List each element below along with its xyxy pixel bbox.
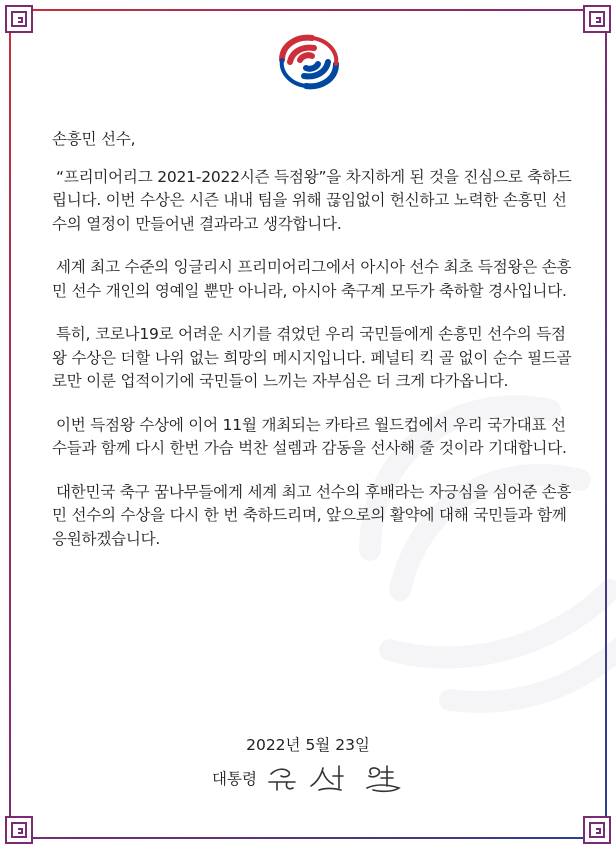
signer-title: 대통령 <box>212 770 257 788</box>
paragraph: 세계 최고 수준의 잉글리시 프리미어리그에서 아시아 선수 최초 득점왕은 손흥민 선수 개인의 영예일 뿐만 아니라, 아시아 축구계 모두가 축하할 경사입니다. <box>52 258 572 300</box>
handwritten-signature <box>263 762 433 794</box>
letter-body <box>52 128 572 571</box>
paragraph: 특히, 코로나19로 어려운 시기를 겪었던 우리 국민들에게 손흥민 선수의 득점왕 수상은 더할 나위 없는 희망의 메시지입니다. 페널티 킥 골 없이 순수 필드골로만 이룬 업적이기에 국민들이 느끼는 자부심은 더 크게 다가옵니다. <box>52 325 572 390</box>
paragraph: 대한민국 축구 꿈나무들에게 세계 최고 선수의 후배라는 자긍심을 심어준 손흥민 선수의 수상을 다시 한 번 축하드리며, 앞으로의 활약에 대해 국민들과 함께 응원하겠습니다. <box>52 482 572 548</box>
paragraph: 이번 득점왕 수상에 이어 11월 개최되는 카타르 월드컵에서 우리 국가대표 선수들과 함께 다시 한번 가슴 벅찬 설렘과 감동을 선사해 줄 것이라 기대합니다. <box>52 415 567 457</box>
salutation: 손흥민 선수, <box>52 130 136 148</box>
paragraph: “프리미어리그 2021-2022시즌 득점왕”을 차지하게 된 것을 진심으로 축하드립니다. 이번 수상은 시즌 내내 팀을 위해 끊임없이 헌신하고 노력한 손흥민 선수의 열정이 만들어낸 결과라고 생각합니다. <box>52 167 572 233</box>
taegeuk-emblem-icon <box>272 30 346 94</box>
signature-block <box>212 762 433 794</box>
letter-date: 2022년 5월 23일 <box>246 736 370 754</box>
